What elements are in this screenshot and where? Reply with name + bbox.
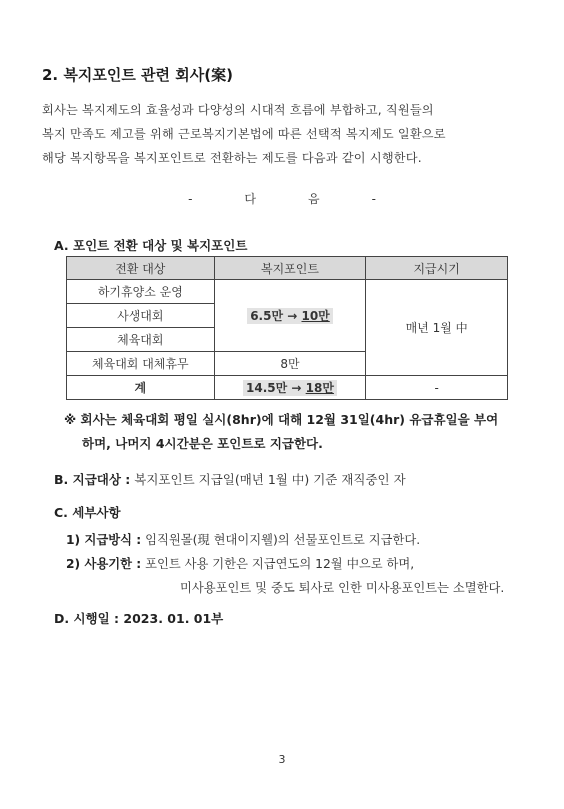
intro-line-3: 해당 복지항목을 복지포인트로 전환하는 제도를 다음과 같이 시행한다. xyxy=(42,151,422,165)
mark-eum: 음 xyxy=(308,192,320,206)
row-target: 체육대회 xyxy=(67,328,215,352)
total-label: 계 xyxy=(67,376,215,400)
substitute-points: 8만 xyxy=(214,352,366,376)
total-points-cell xyxy=(214,376,366,400)
section-a-title: A. 포인트 전환 대상 및 복지포인트 xyxy=(54,238,248,253)
detail-item-1-text: 임직원몰(現 현대이지웰)의 선물포인트로 지급한다. xyxy=(145,533,421,547)
note-line-1: ※ 회사는 체육대회 평일 실시(8hr)에 대해 12월 31일(4hr) 유급휴일을 부여 xyxy=(64,412,499,427)
group-points-cell xyxy=(214,280,366,352)
total-points: 14.5만 → 18만 xyxy=(243,380,337,396)
section-b xyxy=(54,470,406,488)
section-d: D. 시행일 : 2023. 01. 01부 xyxy=(54,611,224,626)
row-target: 사생대회 xyxy=(67,304,215,328)
intro-line-2: 복지 만족도 제고를 위해 근로복지기본법에 따른 선택적 복지제도 일환으로 xyxy=(42,127,446,141)
intro-line-1: 회사는 복지제도의 효율성과 다양성의 시대적 흐름에 부합하고, 직원들의 xyxy=(42,103,434,117)
dash-right: - xyxy=(371,192,376,206)
section-b-text: 복지포인트 지급일(매년 1월 中) 기준 재직중인 자 xyxy=(134,472,406,487)
note-line-2: 하며, 나머지 4시간분은 포인트로 지급한다. xyxy=(82,436,323,451)
detail-item-2-label: 2) 사용기한 : xyxy=(66,557,142,571)
center-mark xyxy=(0,190,564,207)
header-timing: 지급시기 xyxy=(366,257,508,280)
section-c-title: C. 세부사항 xyxy=(54,505,121,520)
table-total-row xyxy=(67,376,508,400)
timing-cell: 매년 1월 中 xyxy=(366,280,508,376)
detail-item-2-continuation: 미사용포인트 및 중도 퇴사로 인한 미사용포인트는 소멸한다. xyxy=(180,581,505,595)
table-header-row xyxy=(67,257,508,280)
total-timing: - xyxy=(366,376,508,400)
row-target: 체육대회 대체휴무 xyxy=(67,352,215,376)
detail-item-1-label: 1) 지급방식 : xyxy=(66,533,142,547)
dash-left: - xyxy=(188,192,193,206)
detail-item-1 xyxy=(66,530,420,548)
group-points: 6.5만 → 10만 xyxy=(247,308,333,324)
table-row xyxy=(67,280,508,304)
points-table xyxy=(66,256,508,400)
row-target: 하기휴양소 운영 xyxy=(67,280,215,304)
detail-item-2-text: 포인트 사용 기한은 지급연도의 12월 中으로 하며, xyxy=(145,557,415,571)
detail-item-2 xyxy=(66,554,414,572)
page-number: 3 xyxy=(278,753,286,766)
section-b-label: B. 지급대상 : xyxy=(54,472,131,487)
header-target: 전환 대상 xyxy=(67,257,215,280)
section-title: 2. 복지포인트 관련 회사(案) xyxy=(42,66,233,84)
mark-da: 다 xyxy=(244,192,256,206)
header-points: 복지포인트 xyxy=(214,257,366,280)
